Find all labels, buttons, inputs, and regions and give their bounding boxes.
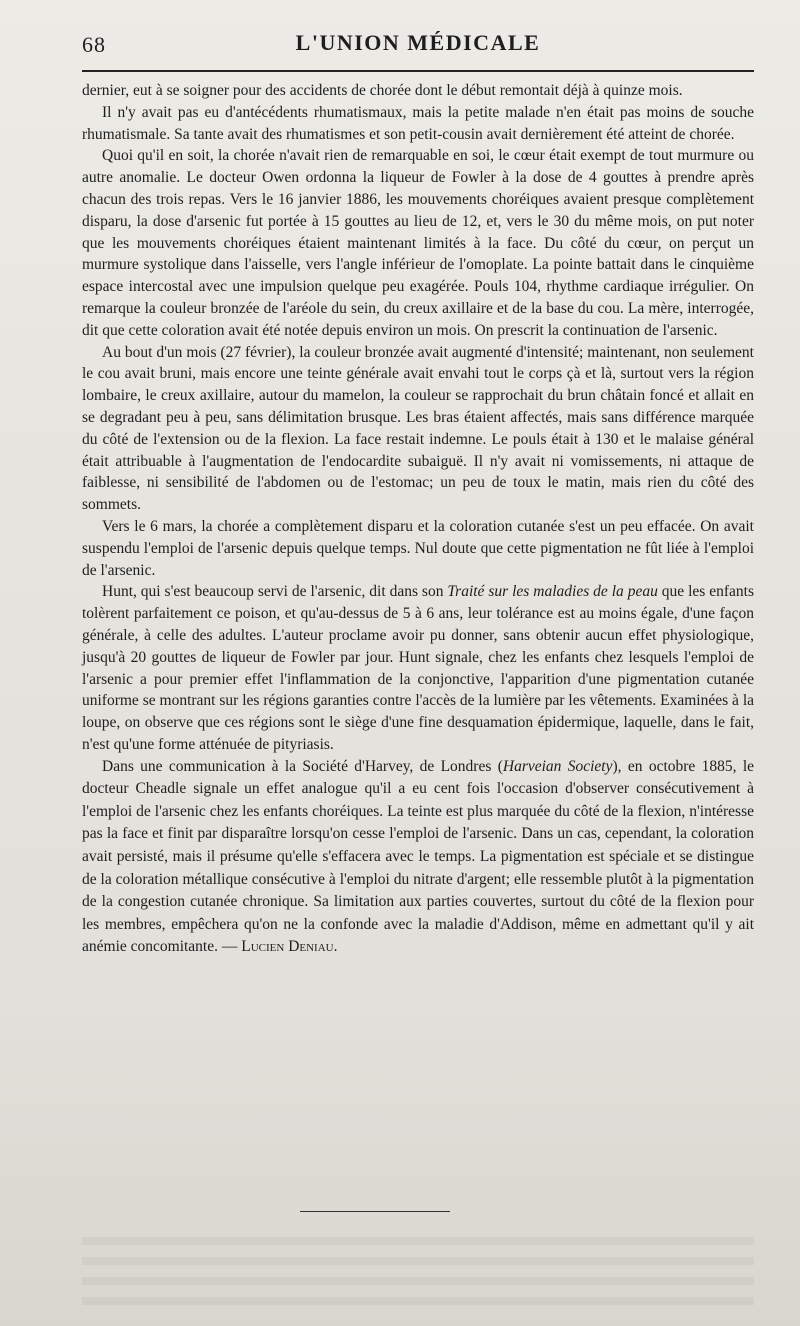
hunt-treatise-title: Traité sur les maladies de la peau [447, 583, 658, 601]
page-header [82, 30, 754, 64]
hunt-text-after: que les enfants tolèrent parfaitement ce poison, et qu'au-dessus de 5 à 6 ans, leur tolérance est au moins égale, d'une façon générale, à celle des adultes. L'auteur proclame avoir pu donner, sans obtenir aucun effet physiologique, jusqu'à 20 gouttes de liqueur de Fowler par jour. Hunt signale, chez les enfants chez lesquels l'emploi de l'arsenic a pour premier effet l'inflammation de la conjonctive, l'apparition d'une pigmentation cutanée uniforme se montrant sur les régions garanties contre l'accès de la lumière par les vêtements. Examinées à la loupe, on observe que ces régions sont le siège d'une fine desquamation épidermique, laquelle, dans le fait, n'est qu'une forme atténuée de pityriasis. [82, 583, 755, 753]
reverse-page-bleed-through [82, 1225, 754, 1315]
paragraph-4: Au bout d'un mois (27 février), la couleur bronzée avait augmenté d'intensité; maintenant, non seulement le cou avait bruni, mais encore une teinte générale avait envahi tout le corps çà et là, surtout vers la région lombaire, le creux axillaire, autour du mamelon, la couleur se rapprochait du brun châtain foncé et allait en se degradant peu à peu, sans délimitation brusque. Les bras étaient affectés, mais sans différence marquée du côté de l'extension ou de la flexion. La face restait indemne. Le pouls était à 130 et le malaise général était attribuable à l'augmentation de l'endocardite subaiguë. Il n'y avait ni vomissements, ni attaque de faiblesse, ni sensibilité de l'abdomen ou de l'estomac; un peu de toux le matin, mais rien du côté des sommets. [82, 343, 754, 514]
paragraph-3: Quoi qu'il en soit, la chorée n'avait rien de remarquable en soi, le cœur était exempt de tout murmure ou autre anomalie. Le docteur Owen ordonna la liqueur de Fowler à la dose de 4 gouttes à prendre après chacun des trois repas. Vers le 16 janvier 1886, les mouvements choréiques avaient presque complètement disparu, la dose d'arsenic fut portée à 15 gouttes au lieu de 12, et, vers le 30 du même mois, on put noter que les mouvements choréiques étaient maintenant limités à la face. Du côté du cœur, on perçut un murmure systolique dans l'aisselle, vers l'angle inférieur de l'omoplate. La pointe battait dans le cinquième espace intercostal avec une impulsion quelque peu exagérée. Pouls 104, rhythme cardiaque irrégulier. On remarque la couleur bronzée de l'aréole du sein, du creux axillaire et de la base du cou. La mère, interrogée, dit que cette coloration avait été notée depuis environ un mois. On prescrit la continuation de l'arsenic. [82, 147, 754, 339]
paragraph-harvey [82, 756, 754, 959]
section-end-rule [300, 1211, 450, 1212]
paragraph-hunt [82, 581, 754, 755]
header-rule [82, 70, 754, 72]
harvey-text-before: Dans une communication à la Société d'Harvey, de Londres ( [102, 757, 503, 775]
article-body [82, 80, 754, 959]
paragraph-2: Il n'y avait pas eu d'antécédents rhumatismaux, mais la petite malade n'en était pas moins de souche rhumatismale. Sa tante avait des rhumatismes et son petit-cousin avait dernièrement été atteint de chorée. [82, 103, 754, 143]
paragraph-5: Vers le 6 mars, la chorée a complètement disparu et la coloration cutanée s'est un peu effacée. On avait suspendu l'emploi de l'arsenic depuis quelque temps. Nul doute que cette pigmentation ne fût liée à l'emploi de l'arsenic. [82, 517, 754, 579]
harvey-text-middle: ), en octobre 1885, le docteur Cheadle signale un effet analogue qu'il a eu cent fois l'occasion d'observer consécutivement à l'emploi de l'arsenic chez les enfants choréiques. La teinte est plus marquée du côté de la flexion, n'intéresse pas la face et finit par disparaître lorsqu'on cesse l'emploi de l'arsenic. Dans un cas, cependant, la coloration avait persisté, mais il présume qu'elle s'effacera avec le temps. La pigmentation est spéciale et se distingue de la coloration métallique consécutive à l'emploi du nitrate d'argent; elle ressemble plutôt à la pigmentation de la congestion cutanée chronique. Sa limitation aux parties couvertes, surtout du côté de la flexion pour les membres, empêchera qu'on ne la confonde avec la maladie d'Addison, même en admettant qu'il y ait anémie concomitante. — [82, 757, 754, 956]
running-title: L'UNION MÉDICALE [295, 30, 541, 55]
page-number: 68 [82, 32, 106, 57]
hunt-text-before: Hunt, qui s'est beaucoup servi de l'arsenic, dit dans son [102, 583, 448, 601]
harvey-society-name: Harveian Society [502, 757, 613, 775]
article-author: Lucien Deniau. [241, 938, 338, 956]
paragraph-1: dernier, eut à se soigner pour des accidents de chorée dont le début remontait déjà à quinze mois. [82, 82, 683, 99]
